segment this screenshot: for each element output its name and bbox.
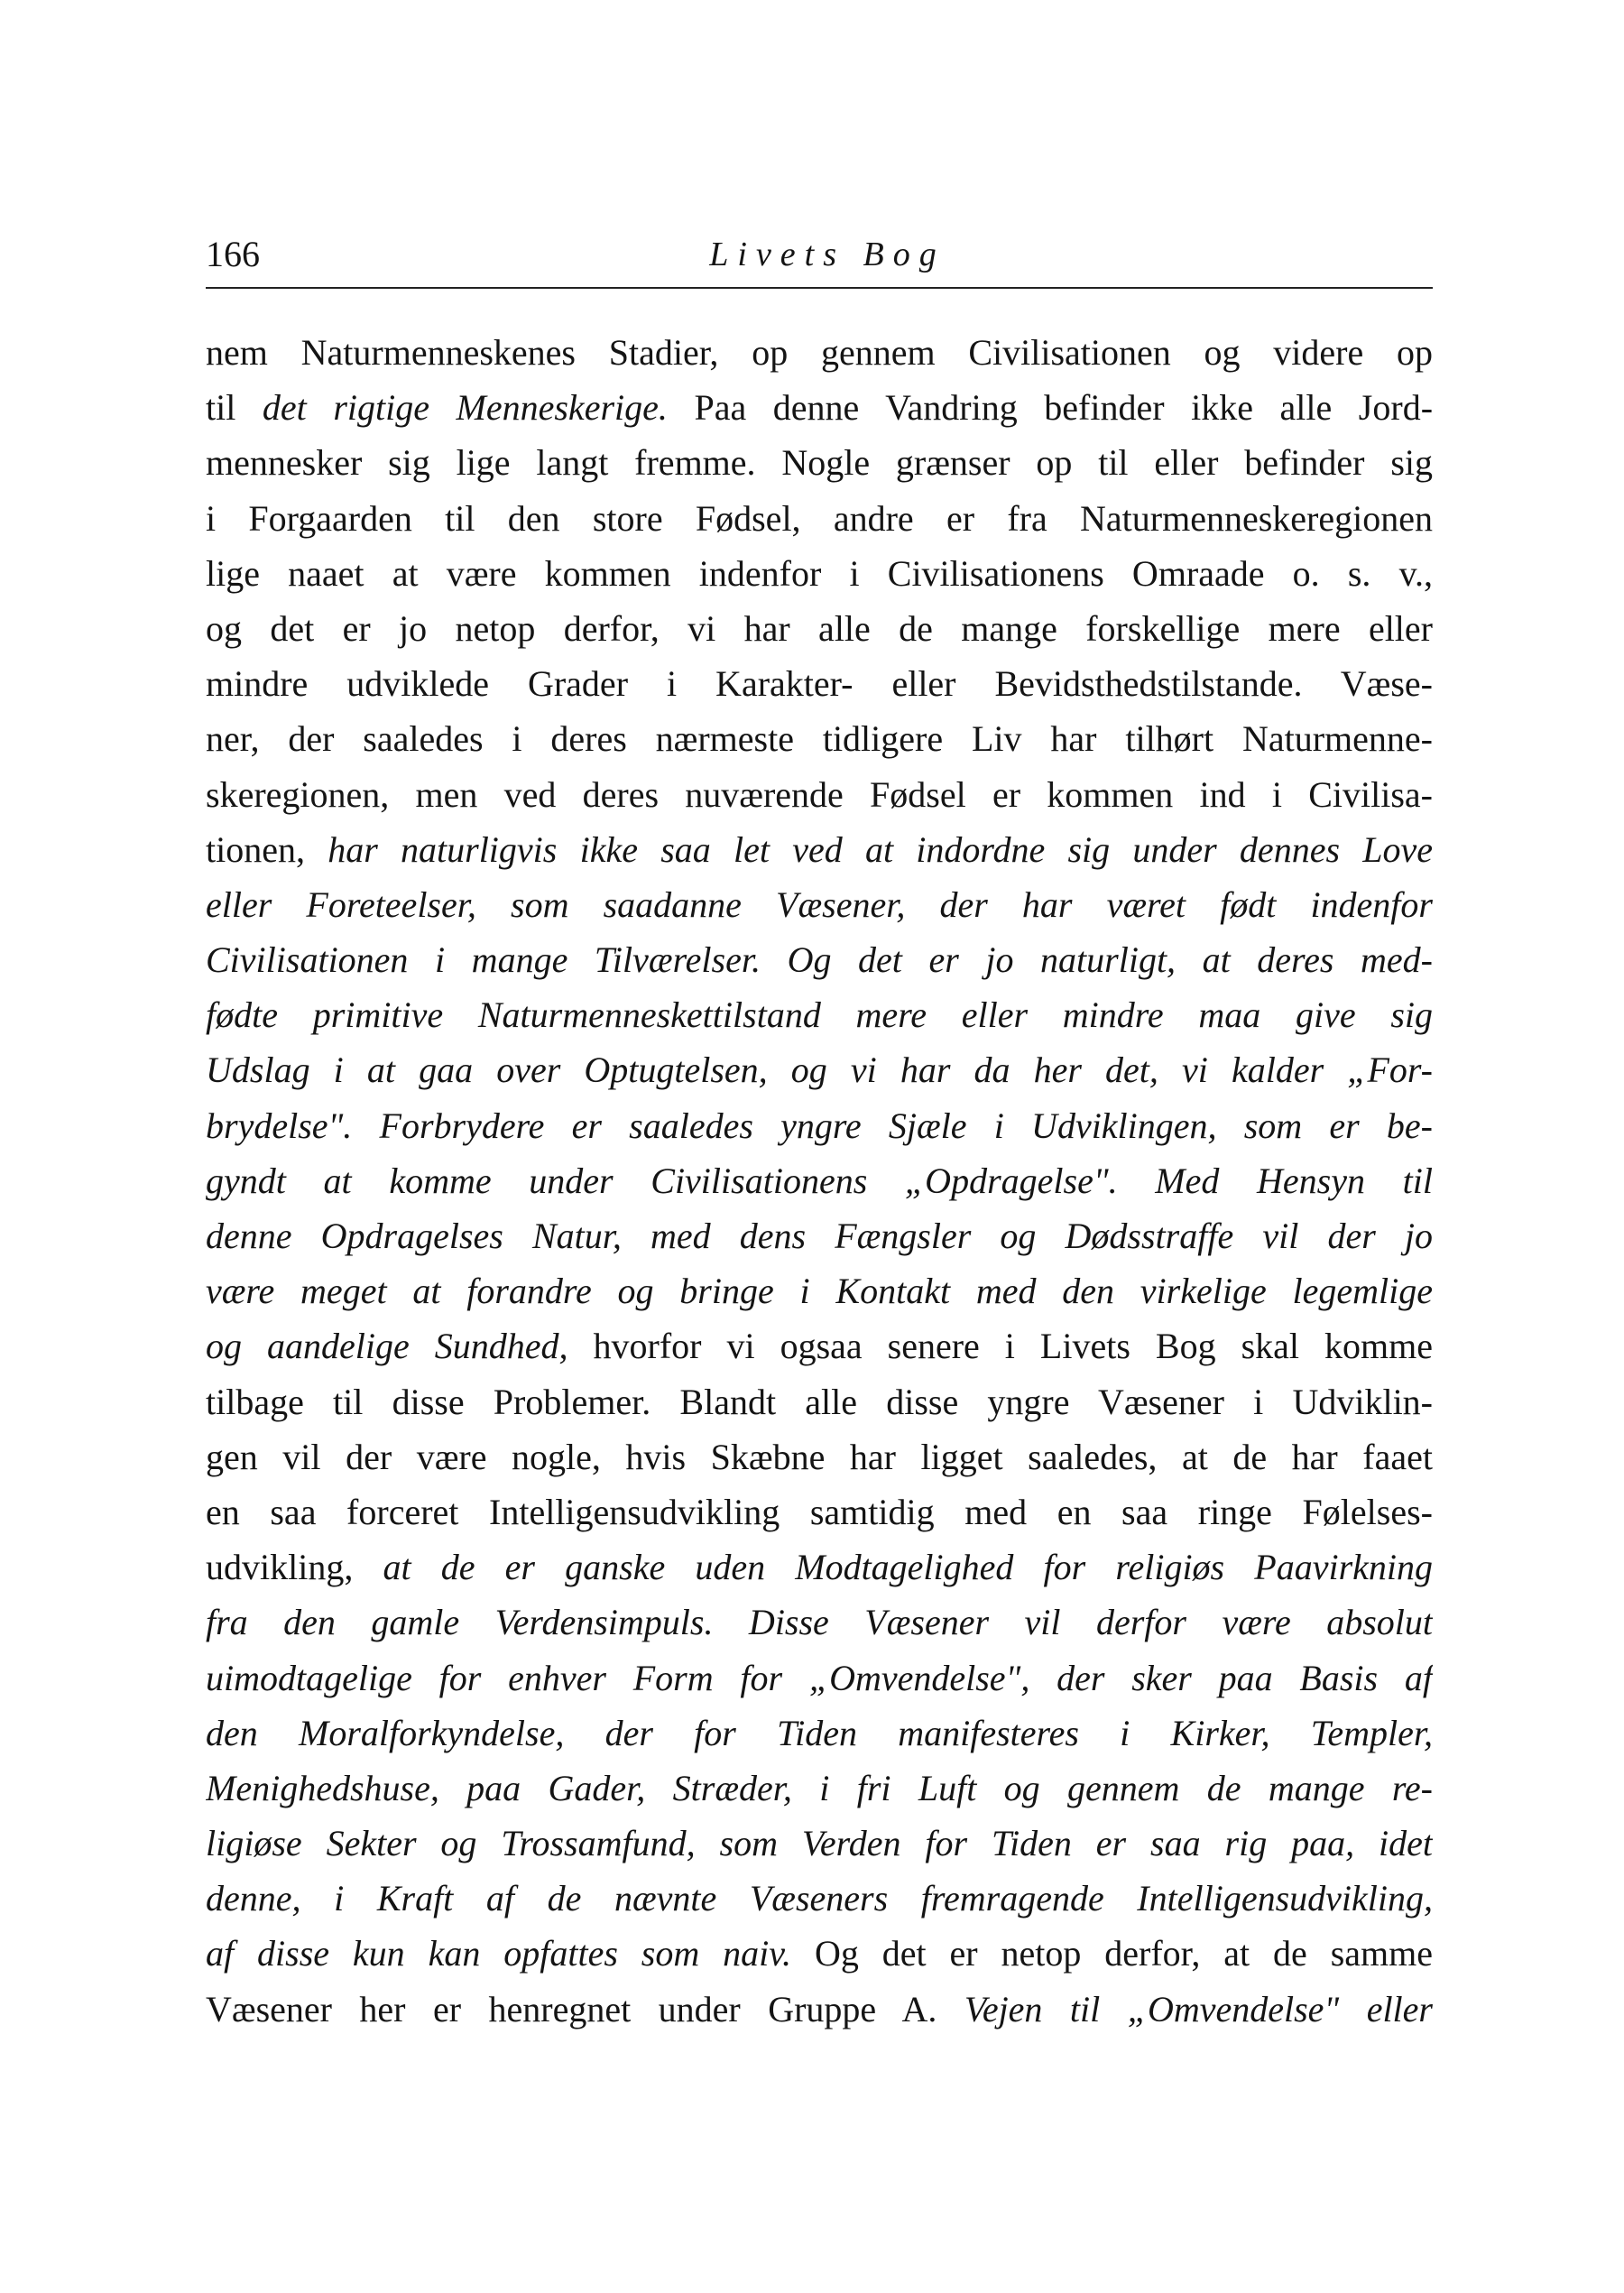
- italic-run: være meget at forandre og bringe i Kontakt med den virkelige legemlige: [206, 1271, 1433, 1312]
- text-run: ner, der saaledes i deres nærmeste tidligere Liv har tilhørt Naturmenne-: [206, 718, 1433, 760]
- text-line: [206, 1706, 1433, 1761]
- text-run: til: [206, 387, 263, 429]
- italic-run: og aandelige Sundhed,: [206, 1326, 568, 1367]
- italic-run: Menighedshuse, paa Gader, Stræder, i fri Luft og gennem de mange re-: [206, 1767, 1433, 1808]
- text-line: [206, 1153, 1433, 1208]
- text-run: i Forgaarden til den store Fødsel, andre er fra Naturmenneskeregionen: [206, 497, 1433, 539]
- text-run: gen vil der være nogle, hvis Skæbne har ligget saaledes, at de har faaet: [206, 1436, 1433, 1477]
- text-line: [206, 1650, 1433, 1706]
- text-line: [206, 711, 1433, 766]
- text-line: [206, 1042, 1433, 1097]
- text-line: [206, 767, 1433, 822]
- text-line: [206, 1263, 1433, 1318]
- italic-run: ligiøse Sekter og Trossamfund, som Verden for Tiden er saa rig paa, idet: [206, 1823, 1433, 1864]
- text-run: en saa forceret Intelligensudvikling samtidig med en saa ringe Følelses-: [206, 1491, 1433, 1532]
- text-line: [206, 1816, 1433, 1871]
- italic-run: uimodtagelige for enhver Form for „Omvendelse", der sker paa Basis af: [206, 1657, 1433, 1698]
- running-title: Livets Bog: [709, 236, 946, 273]
- italic-run: denne, i Kraft af de nævnte Væseners fremragende Intelligensudvikling,: [206, 1878, 1433, 1919]
- text-line: [206, 1318, 1433, 1373]
- text-line: [206, 1429, 1433, 1484]
- text-line: [206, 1374, 1433, 1429]
- page-header: [206, 231, 1433, 289]
- text-line: [206, 656, 1433, 711]
- text-line: [206, 1595, 1433, 1650]
- text-line: [206, 325, 1433, 380]
- text-line: [206, 1871, 1433, 1926]
- italic-run: Vejen til „Omvendelse" eller: [964, 1988, 1433, 2029]
- text-run: skeregionen, men ved deres nuværende Fødsel er kommen ind i Civilisa-: [206, 773, 1433, 815]
- text-line: [206, 1926, 1433, 1981]
- text-line: [206, 546, 1433, 601]
- italic-run: eller Foreteelser, som saadanne Væsener, der har været født indenfor: [206, 883, 1433, 925]
- text-run: udvikling,: [206, 1547, 383, 1588]
- page-number: 166: [206, 234, 260, 274]
- text-line: [206, 1484, 1433, 1539]
- italic-run: har naturligvis ikke saa let ved at indordne sig under dennes Love: [328, 828, 1433, 870]
- italic-run: det rigtige Menneskerige.: [262, 387, 668, 429]
- text-run: tilbage til disse Problemer. Blandt alle disse yngre Væsener i Udviklin-: [206, 1381, 1433, 1422]
- text-line: [206, 435, 1433, 490]
- italic-run: den Moralforkyndelse, der for Tiden manifesteres i Kirker, Templer,: [206, 1712, 1433, 1753]
- italic-run: denne Opdragelses Natur, med dens Fængsler og Dødsstraffe vil der jo: [206, 1216, 1433, 1256]
- text-run: tionen,: [206, 828, 328, 870]
- text-run: hvorfor vi ogsaa senere i Livets Bog skal komme: [567, 1326, 1433, 1367]
- italic-run: gyndt at komme under Civilisationens „Opdragelse". Med Hensyn til: [206, 1160, 1433, 1201]
- text-run: mindre udviklede Grader i Karakter- eller Bevidsthedstilstande. Væse-: [206, 663, 1433, 705]
- italic-run: at de er ganske uden Modtagelighed for religiøs Paavirkning: [383, 1547, 1433, 1588]
- text-run: Paa denne Vandring befinder ikke alle Jord-: [667, 387, 1433, 429]
- italic-run: Civilisationen i mange Tilværelser. Og det er jo naturligt, at deres med-: [206, 939, 1433, 981]
- text-run: lige naaet at være kommen indenfor i Civilisationens Omraade o. s. v.,: [206, 552, 1433, 594]
- text-line: [206, 1982, 1433, 2037]
- text-line: [206, 1539, 1433, 1595]
- text-run: Og det er netop derfor, at de samme: [791, 1933, 1433, 1974]
- text-run: mennesker sig lige langt fremme. Nogle grænser op til eller befinder sig: [206, 442, 1433, 484]
- italic-run: brydelse". Forbrydere er saaledes yngre Sjæle i Udviklingen, som er be-: [206, 1105, 1433, 1146]
- text-line: [206, 822, 1433, 877]
- text-line: [206, 877, 1433, 932]
- italic-run: fødte primitive Naturmenneskettilstand mere eller mindre maa give sig: [206, 994, 1433, 1036]
- text-line: [206, 1761, 1433, 1816]
- text-line: [206, 1098, 1433, 1153]
- italic-run: Udslag i at gaa over Optugtelsen, og vi har da her det, vi kalder „For-: [206, 1049, 1433, 1091]
- body-text: [206, 325, 1433, 2037]
- text-line: [206, 491, 1433, 546]
- text-line: [206, 932, 1433, 987]
- text-line: [206, 1208, 1433, 1263]
- italic-run: fra den gamle Verdensimpuls. Disse Væsener vil derfor være absolut: [206, 1602, 1433, 1643]
- text-run: nem Naturmenneskenes Stadier, op gennem Civilisationen og videre op: [206, 332, 1433, 373]
- text-line: [206, 987, 1433, 1042]
- text-line: [206, 601, 1433, 656]
- text-line: [206, 380, 1433, 435]
- italic-run: af disse kun kan opfattes som naiv.: [206, 1933, 792, 1974]
- text-run: Væsener her er henregnet under Gruppe A.: [206, 1988, 964, 2029]
- text-run: og det er jo netop derfor, vi har alle de mange forskellige mere eller: [206, 607, 1433, 649]
